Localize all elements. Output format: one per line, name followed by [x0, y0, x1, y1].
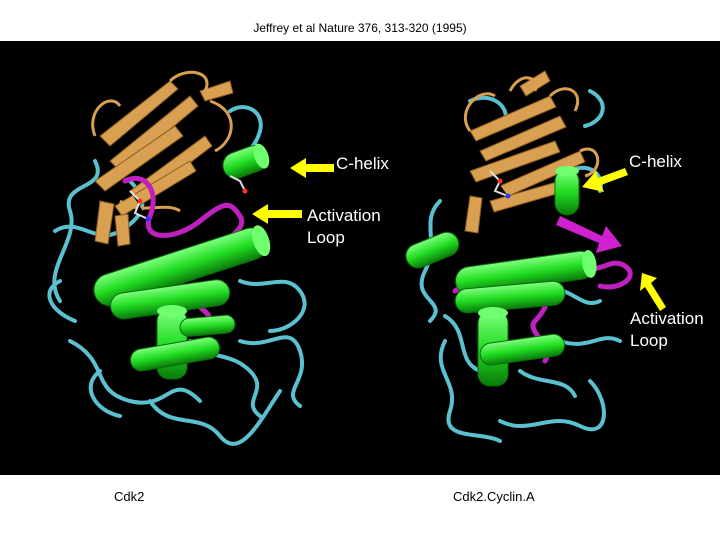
cdk2-c-helix-arrow — [290, 158, 334, 178]
citation: Jeffrey et al Nature 376, 313-320 (1995) — [253, 21, 467, 35]
cdk2-activation-loop-label — [307, 205, 381, 249]
cdk2-cyclina-c-helix-label: C-helix — [629, 152, 682, 171]
cdk2-c-helix-label: C-helix — [336, 154, 389, 173]
structure-drawing — [0, 41, 720, 475]
cdk2-cyclina-magenta-strand — [556, 216, 622, 253]
cdk2-structure — [49, 72, 304, 444]
cdk2-beta-sheet — [95, 81, 233, 246]
protein-structure-panel — [0, 41, 720, 475]
cdk2-cyclina-activation-loop-label-line1: Activation — [630, 309, 704, 328]
cdk2-activation-loop-arrow — [252, 204, 302, 224]
cdk2-cyclina-c-helix-arrow — [582, 168, 628, 192]
cdk2-cyclina-structure — [402, 71, 630, 441]
cdk2-activation-loop-label-line1: Activation — [307, 206, 381, 225]
cdk2-cyclina-caption: Cdk2.Cyclin.A — [453, 489, 535, 504]
cdk2-cyclina-activation-loop-arrow — [640, 273, 666, 311]
cdk2-cyclina-activation-loop-label — [630, 308, 704, 352]
cdk2-caption: Cdk2 — [114, 489, 145, 504]
cdk2-activation-loop-label-line2: Loop — [307, 228, 345, 247]
cdk2-cyclina-activation-loop-label-line2: Loop — [630, 331, 668, 350]
